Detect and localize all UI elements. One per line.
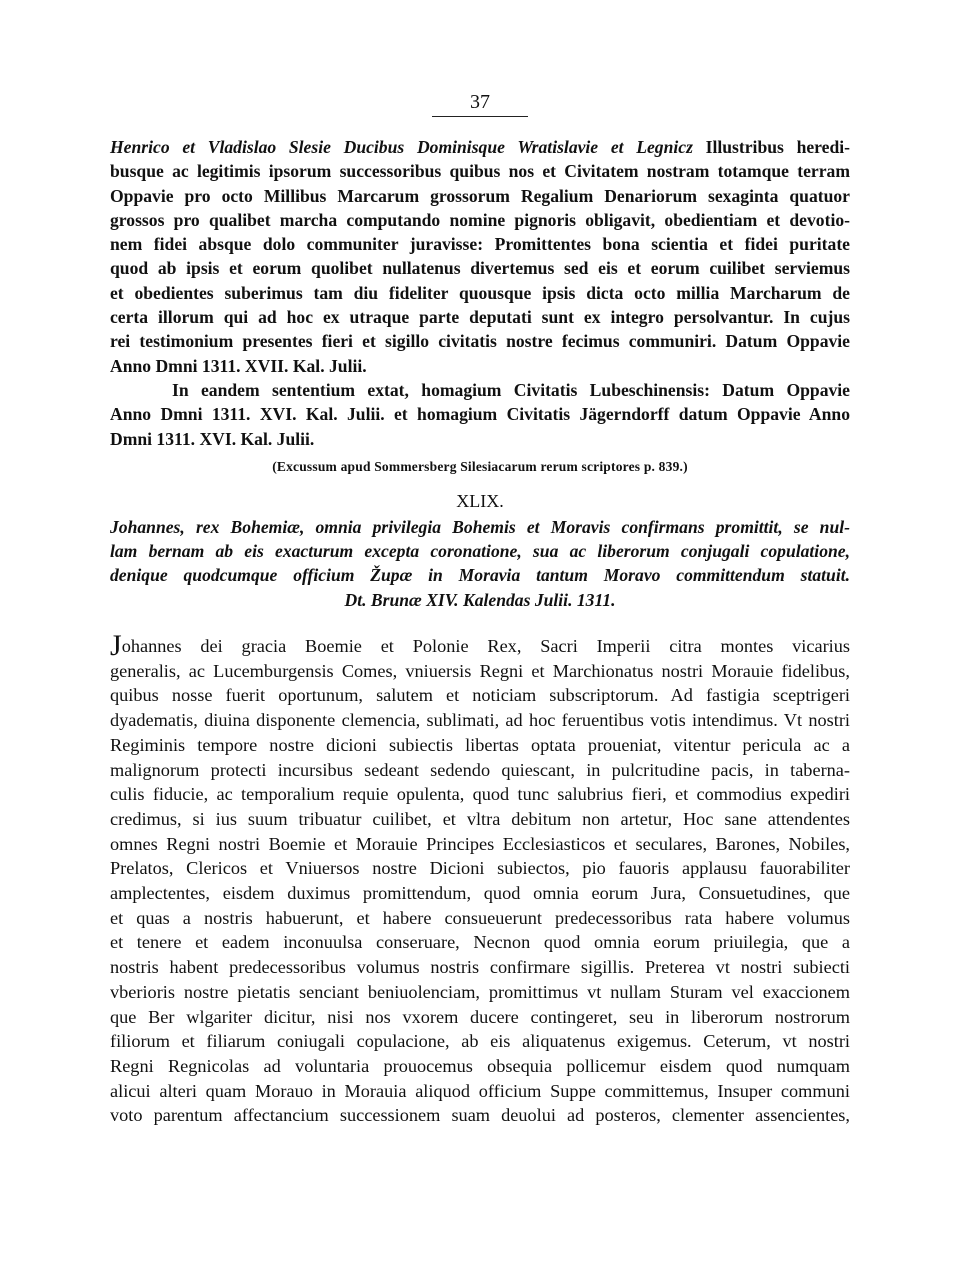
- intro-italic-names: Henrico et Vladislao Slesie Ducibus Dominisque Wratislavie et Legnicz: [110, 137, 693, 157]
- intro-line: busque ac legitimis ipsorum successoribus quibus nos et Civitatem nostram totamque terram: [110, 161, 850, 182]
- intro-line: rei testimonium presentes fieri et sigillo civitatis nostre fecimus communiri. Datum Oppavie: [110, 331, 850, 352]
- charter-line: credimus, si ius suum tribuatur cuilibet, et vltra debitum non artetur, Hoc sane attendentes: [110, 808, 850, 829]
- intro-line: Anno Dmni 1311. XVII. Kal. Julii.: [110, 355, 367, 376]
- charter-line: amplectentes, eisdem duximus promittendum, quod omnia eorum Jura, Consuetudines, que: [110, 883, 850, 904]
- charter-line: Regiminis tempore nostre dicioni subiectis libertas optata proueniat, vitentur pericula ac a: [110, 734, 850, 755]
- charter-line: alicui alteri quam Morauo in Morauia aliquod officium Suppe committemus, Insuper communi: [110, 1080, 850, 1101]
- eandem-line: Anno Dmni 1311. XVI. Kal. Julii. et homagium Civitatis Jägerndorff datum Oppavie Anno: [110, 404, 850, 425]
- eandem-line: In eandem sententium extat, homagium Civitatis Lubeschinensis: Datum Oppavie: [172, 379, 850, 400]
- charter-line: Prelatos, Clericos et Vniuersos nostre Dicioni subiectos, pio fauoris applausu fauorabiliter: [110, 858, 850, 879]
- charter-line-0: [110, 629, 850, 663]
- charter-line: malignorum protecti incursibus sedeant sedendo quiescant, in pulcritudine pacis, in taberna-: [110, 759, 850, 780]
- regest-line: denique quodcumque officium Župæ in Moravia tantum Moravo committendum statuit.: [110, 565, 850, 586]
- charter-line: vberioris nostre pietatis senciant beniuolenciam, promittimus vt nullam Sturam vel exaccionem: [110, 981, 850, 1002]
- drop-cap: J: [110, 629, 122, 663]
- page-number: 37: [470, 91, 490, 113]
- intro-line: grossos pro qualibet marcha computando nomine pignoris obligavit, obedientiam et devotio-: [110, 209, 850, 230]
- document-page: [110, 90, 850, 1128]
- charter-line: voto parentum affectancium successionem suam deuolui ad posteros, clementer assencientes,: [110, 1105, 850, 1126]
- page-number-rule: [432, 116, 528, 117]
- charter-line: culis fiducie, ac temporalium requie opulenta, quod tunc salubrius fieri, et commodius expediri: [110, 784, 850, 805]
- source-note: (Excussum apud Sommersberg Silesiacarum rerum scriptores p. 839.): [272, 458, 688, 474]
- charter-line: omnes Regni nostri Boemie et Morauie Principes Ecclesiasticos et seculares, Barones, Nobiles,: [110, 833, 850, 854]
- charter-first-rest: ohannes dei gracia Boemie et Polonie Rex, Sacri Imperii citra montes vicarius: [121, 636, 850, 657]
- charter-line: quibus nosse fuerit oportunum, salutem et noticiam subscriptorum. Ad fastigia sceptrigeri: [110, 685, 850, 706]
- eandem-paragraph: [110, 378, 850, 451]
- eandem-line: Dmni 1311. XVI. Kal. Julii.: [110, 428, 315, 449]
- intro-line: quod ab ipsis et eorum quolibet nullatenus divertemus sed eis et eorum cuilibet serviemus: [110, 258, 850, 279]
- intro-paragraph: [110, 135, 850, 378]
- regest-paragraph: [110, 515, 850, 612]
- intro-line: certa illorum qui ad hoc ex utraque parte deputati sunt ex integro persolvantur. In cujus: [110, 307, 850, 328]
- charter-line: et tenere et eadem inconuulsa conseruare, Necnon quod omnia eorum priuilegia, que a: [110, 932, 850, 953]
- charter-line: filiorum et filiarum coniugali copulacione, ab eis aliquatenus exigemus. Ceterum, vt nostri: [110, 1031, 850, 1052]
- charter-line: dyadematis, diuina disponente clemencia, sublimati, ad hoc feruentibus votis intendimus. Vt nostri: [110, 710, 850, 731]
- regest-line: Johannes, rex Bohemiæ, omnia privilegia Bohemis et Moravis confirmans promittit, se nul-: [110, 516, 850, 537]
- charter-line: nostris habent predecessoribus volumus nostris confirmare sigillis. Preterea vt nostri subiecti: [110, 957, 850, 978]
- charter-text: [110, 629, 850, 1128]
- intro-line: et obedientes suberimus tam diu fideliter quousque ipsis dicta octo millia Marcharum de: [110, 282, 850, 303]
- intro-line: nem fidei absque dolo communiter juravisse: Promittentes bona scientia et fidei puritate: [110, 234, 850, 255]
- intro-first-rest: Illustribus heredi-: [692, 137, 850, 157]
- intro-line: Oppavie pro octo Millibus Marcarum grossorum Regalium Denariorum sexaginta quatuor: [110, 185, 850, 206]
- intro-line-0: [110, 135, 850, 159]
- charter-line: generalis, ac Lucemburgensis Comes, vniuersis Regni et Marchionatus nostri Morauie fidelibus,: [110, 660, 850, 681]
- charter-line: que Ber wlgariter dicitur, nisi nos vxorem ducere contingeret, seu in liberorum nostrorum: [110, 1006, 850, 1027]
- document-number: XLIX.: [456, 490, 504, 511]
- regest-line: lam bernam ab eis exacturum excepta coronatione, sua ac liberorum conjugali copulatione,: [110, 541, 850, 562]
- charter-line: Regni Regnicolas ad voluntaria prouocemus obsequia pollicemur eisdem quod numquam: [110, 1056, 850, 1076]
- regest-date-line: Dt. Brunæ XIV. Kalendas Julii. 1311.: [344, 589, 616, 610]
- charter-line: et quas a nostris habuerunt, et habere consueuerunt predecessoribus rata habere volumus: [110, 907, 850, 928]
